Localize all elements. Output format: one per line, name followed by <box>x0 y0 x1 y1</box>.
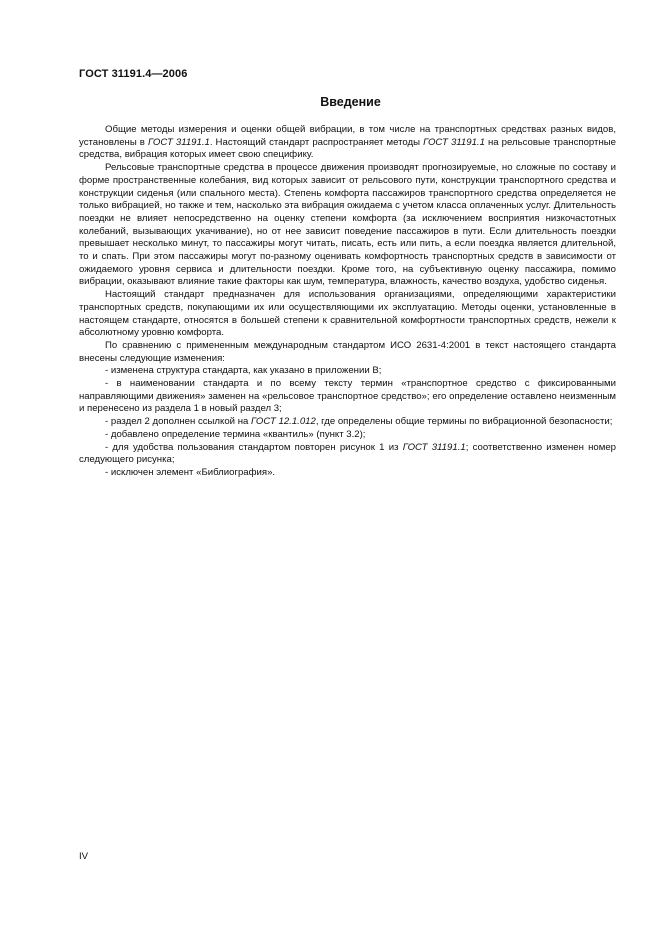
text-run: - для удобства пользования стандартом повторен рисунок 1 из <box>105 441 403 453</box>
text-run: . Настоящий стандарт распространяет методы <box>209 136 424 148</box>
section-title-text: Введение <box>320 95 381 109</box>
list-item-6 <box>79 467 616 480</box>
text-run: , где определены общие термины по вибрационной безопасности; <box>315 416 613 428</box>
text-run: Общие методы измерения и оценки общей вибрации, в том числе на транспортных средствах разных видов, установлены в <box>79 124 616 148</box>
list-item-3 <box>79 416 616 429</box>
text-run: - раздел 2 дополнен ссылкой на <box>105 416 251 428</box>
paragraph-4 <box>79 340 616 365</box>
text-run: Рельсовые транспортные средства в процессе движения производят прогнозируемые, но сложные по составу и форме пространственные колебания, вид которых зависит от рельсового пути, конструкции транспортного средства и конструкции сиденья (или спального места). Степень комфорта пассажиров транспортного средства определяется не только вибрацией, но также и тем, насколько эта вибрация ожидаема с учетом класса оплаченных услуг. Длительность поездки не влияет непосредственно на оценку степени комфорта (за исключением восприятия низкочастотных колебаний, вызывающих укачивание), но от нее зависит поведение пассажиров в пути. Если длительность поездки превышает несколько минут, то пассажиры могут читать, писать, есть или пить, а если поездка является длительной, то и спать. При этом пассажиры могут по-разному оценивать комфортность транспортных средств в зависимости от ожидаемого уровня сервиса и длительности поездки. Кроме того, на субъективную оценку пассажира, помимо вибрации, оказывают влияние такие факторы как шум, температура, влажность, качество воздуха, удобство сиденья. <box>79 162 616 288</box>
list-item-4 <box>79 429 616 442</box>
text-run: - в наименовании стандарта и по всему тексту термин «транспортное средство с фиксированными направляющими движения» заменен на «рельсовое транспортное средство»; его определение оставлено неизменным и перенесено из раздела 1 в новый раздел 3; <box>79 378 616 415</box>
page-number: IV <box>79 851 89 862</box>
text-run: - исключен элемент «Библиография». <box>105 466 276 478</box>
text-run: ; соответственно изменен номер следующего рисунка; <box>79 441 617 466</box>
text-run: По сравнению с примененным международным стандартом ИСО 2631-4:2001 в текст настоящего стандарта внесены следующие изменения: <box>79 339 616 364</box>
document-header-code: ГОСТ 31191.4—2006 <box>79 68 188 80</box>
text-run: на рельсовые транспортные средства, вибрация которых имеет свою специфику. <box>79 136 616 161</box>
paragraph-2 <box>79 162 616 289</box>
paragraph-3 <box>79 289 616 340</box>
list-item-5 <box>79 442 616 467</box>
paragraph-1 <box>79 124 616 162</box>
standard-reference: ГОСТ 31191.1 <box>402 441 466 453</box>
text-run: - изменена структура стандарта, как указано в приложении В; <box>105 365 382 377</box>
text-run: Настоящий стандарт предназначен для использования организациями, определяющими характеристики транспортных средств, покупающими их или осуществляющими их эксплуатацию. Методы оценки, установленные в настоящем стандарте, относятся в большей степени к сравнительной комфортности транспортных средств, нежели к абсолютному уровню комфорта. <box>79 289 616 339</box>
section-title <box>0 95 661 109</box>
text-run: - добавлено определение термина «квантиль» (пункт 3.2); <box>105 428 366 440</box>
document-body <box>79 124 616 480</box>
list-item-1 <box>79 365 616 378</box>
standard-reference: ГОСТ 12.1.012 <box>251 416 316 428</box>
list-item-2 <box>79 378 616 416</box>
standard-reference: ГОСТ 31191.1 <box>423 136 485 148</box>
standard-reference: ГОСТ 31191.1 <box>147 136 210 148</box>
